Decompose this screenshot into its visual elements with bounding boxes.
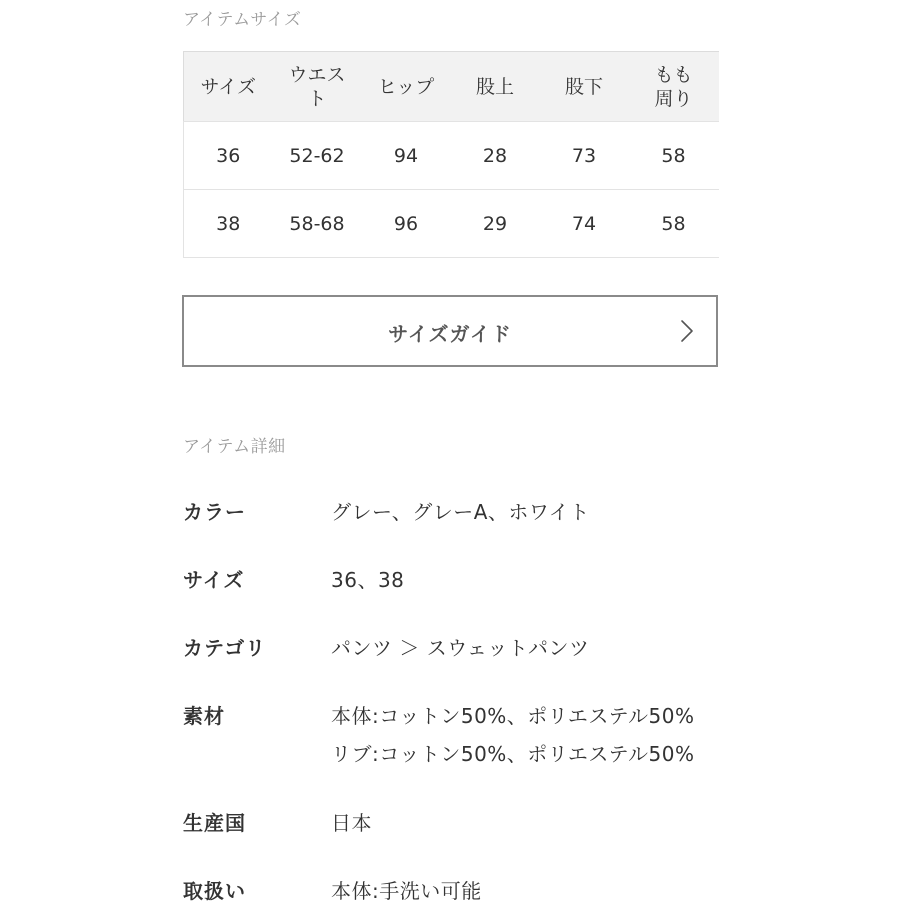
header-size: サイズ <box>184 52 273 122</box>
table-cell: 73 <box>571 144 597 167</box>
table-row <box>184 122 719 190</box>
detail-key: 素材 <box>183 704 225 728</box>
header-inseam: 股下 <box>540 52 629 122</box>
detail-value: パンツ ＞ スウェットパンツ <box>331 636 590 660</box>
header-hip: ヒップ <box>362 52 451 122</box>
detail-key: カテゴリ <box>183 636 267 660</box>
detail-key: 生産国 <box>183 811 246 835</box>
table-cell: 38 <box>184 190 273 258</box>
header-thigh: もも周り <box>629 52 719 122</box>
detail-value: 日本 <box>331 811 372 835</box>
detail-key: サイズ <box>183 568 245 592</box>
detail-key: カラー <box>183 500 246 524</box>
table-row <box>184 190 719 258</box>
table-cell: 74 <box>571 212 597 235</box>
header-rise: 股上 <box>451 52 540 122</box>
table-cell: 29 <box>482 212 508 235</box>
size-guide-button[interactable] <box>182 295 718 367</box>
table-cell: 28 <box>482 144 508 167</box>
table-cell: 58-68 <box>289 212 345 235</box>
size-table-header-row <box>184 52 719 122</box>
detail-key: 取扱い <box>183 879 246 903</box>
size-guide-label: サイズガイド <box>388 322 512 346</box>
material-line-rib: リブ:コットン50%、ポリエステル50% <box>331 742 695 766</box>
table-cell: 36 <box>184 122 273 190</box>
item-size-section-label: アイテムサイズ <box>183 10 302 30</box>
material-line-body: 本体:コットン50%、ポリエステル50% <box>331 704 695 728</box>
table-cell: 94 <box>393 144 419 167</box>
header-waist: ウエスト <box>273 52 362 122</box>
table-cell: 52-62 <box>289 144 345 167</box>
detail-value <box>331 697 694 773</box>
item-detail-section-label: アイテム詳細 <box>183 437 286 457</box>
detail-value: グレー、グレーA、ホワイト <box>331 500 590 524</box>
table-cell: 96 <box>393 212 419 235</box>
detail-value: 36、38 <box>331 568 405 592</box>
detail-value: 本体:手洗い可能 <box>331 879 482 903</box>
table-cell: 58 <box>661 212 686 235</box>
table-cell: 58 <box>661 144 686 167</box>
size-table <box>183 51 719 258</box>
chevron-right-icon <box>680 319 694 343</box>
